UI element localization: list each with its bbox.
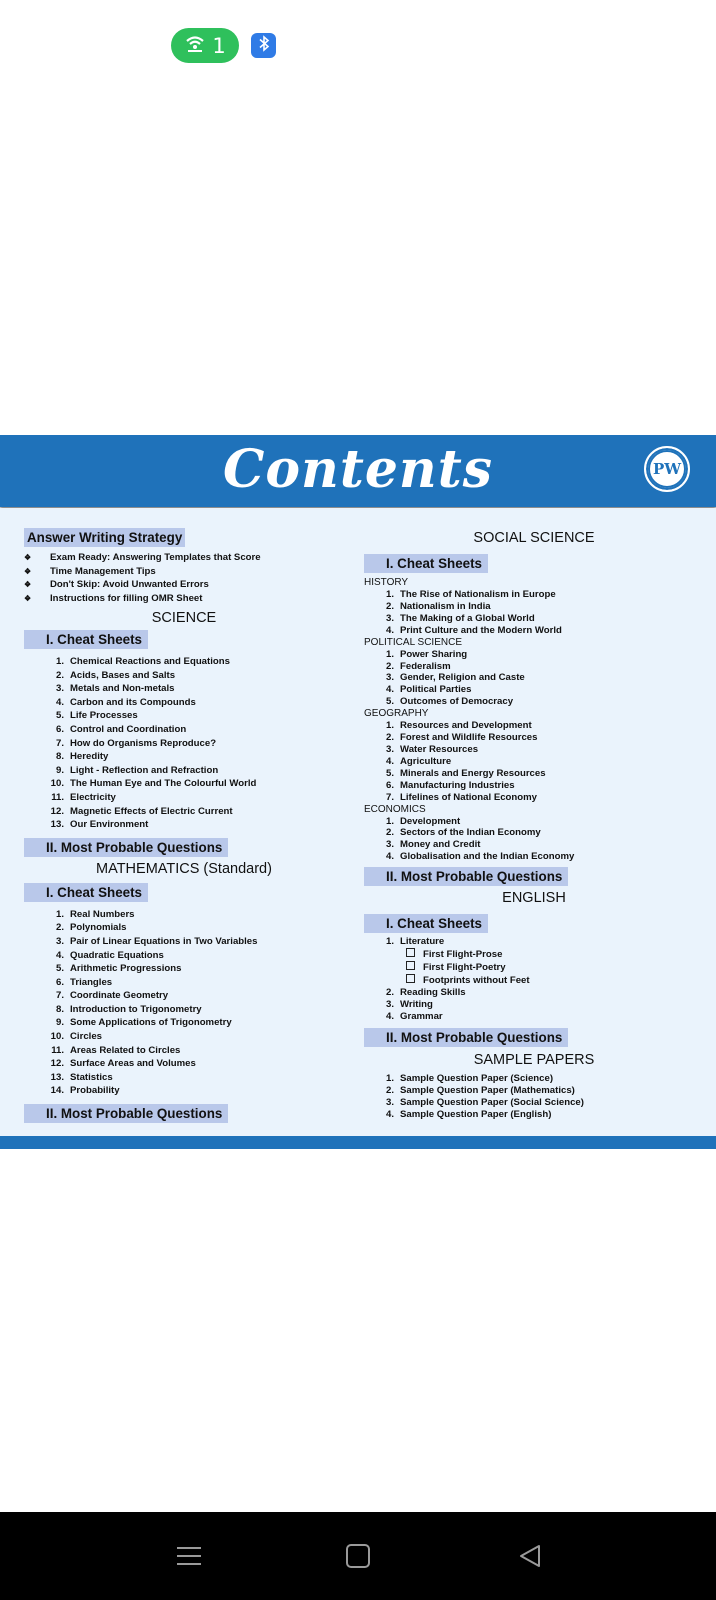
maths-chapter-list <box>24 908 344 1098</box>
pw-logo <box>644 446 690 492</box>
list-item: 4. Print Culture and the Modern World <box>385 624 562 636</box>
list-item: 3. Gender, Religion and Caste <box>385 672 525 684</box>
list-item: 2. Forest and Wildlife Resources <box>385 732 538 744</box>
list-item: 2. Federalism <box>385 660 451 672</box>
maths-mpq-heading: II. Most Probable Questions <box>24 1104 228 1123</box>
social-mpq-heading: II. Most Probable Questions <box>364 867 568 886</box>
left-column <box>24 528 344 1123</box>
list-item: ❖ Don't Skip: Avoid Unwanted Errors <box>24 578 344 592</box>
english-title: ENGLISH <box>502 890 566 907</box>
page-title: Contents <box>222 439 494 500</box>
navigation-bar <box>0 1512 716 1600</box>
social-cheat-heading: I. Cheat Sheets <box>364 554 488 573</box>
list-item: 13. Our Environment <box>50 819 149 831</box>
logo-text: PW <box>648 450 686 488</box>
list-item: ❖ Time Management Tips <box>24 565 344 579</box>
home-icon <box>345 1543 371 1569</box>
sample-papers-list <box>364 1073 704 1121</box>
list-item: 4. Carbon and its Compounds <box>55 696 196 708</box>
list-item: 9. Some Applications of Trigonometry <box>55 1017 232 1029</box>
social-title: SOCIAL SCIENCE <box>473 530 595 546</box>
science-cheat-heading: I. Cheat Sheets <box>24 630 148 649</box>
list-item: 1. Real Numbers <box>55 908 135 920</box>
back-button[interactable] <box>506 1532 554 1580</box>
list-item: 3. The Making of a Global World <box>385 612 535 624</box>
list-item: 2. Sample Question Paper (Mathematics) <box>385 1085 575 1097</box>
list-item: 4. Quadratic Equations <box>55 949 164 961</box>
bluetooth-indicator[interactable] <box>251 33 276 58</box>
list-item: 3. Water Resources <box>385 743 479 755</box>
panel-bottom-bar <box>0 1136 716 1149</box>
list-item: 12. Surface Areas and Volumes <box>50 1058 196 1070</box>
answer-strategy-heading: Answer Writing Strategy <box>24 528 185 547</box>
list-item: 6. Control and Coordination <box>55 723 187 735</box>
science-chapter-list <box>24 655 344 832</box>
sample-papers-title: SAMPLE PAPERS <box>473 1052 595 1069</box>
list-item: 5. Minerals and Energy Resources <box>385 767 546 779</box>
list-item: ❖ Exam Ready: Answering Templates that Score <box>24 551 344 565</box>
list-item: 1. Sample Question Paper (Science) <box>385 1073 554 1085</box>
list-item: 2. Nationalism in India <box>385 600 491 612</box>
list-item: 14. Probability <box>50 1085 120 1097</box>
maths-cheat-heading: I. Cheat Sheets <box>24 883 148 902</box>
list-item: 2. Reading Skills <box>385 986 466 998</box>
list-item: 9. Light - Reflection and Refraction <box>55 764 219 776</box>
list-item: 10. The Human Eye and The Colourful World <box>50 778 257 790</box>
list-item: 3. Pair of Linear Equations in Two Variables <box>55 935 258 947</box>
list-item: 11. Electricity <box>51 791 116 803</box>
list-item: 11. Areas Related to Circles <box>51 1044 181 1056</box>
list-item: 4. Sample Question Paper (English) <box>385 1109 552 1121</box>
list-item: 2. Sectors of the Indian Economy <box>385 827 541 839</box>
list-item: 10. Circles <box>50 1031 102 1043</box>
list-item: ❖ Instructions for filling OMR Sheet <box>24 592 344 606</box>
science-title: SCIENCE <box>151 610 217 626</box>
strategy-list <box>24 551 344 605</box>
checkbox-icon <box>406 961 415 970</box>
checkbox-icon <box>406 974 415 983</box>
list-item: 13. Statistics <box>50 1071 113 1083</box>
list-item: 4. Agriculture <box>385 755 452 767</box>
bluetooth-icon <box>258 35 270 57</box>
list-item: 4. Political Parties <box>385 684 472 696</box>
list-item: 1. Chemical Reactions and Equations <box>55 656 230 667</box>
list-item: 2. Polynomials <box>55 922 127 934</box>
list-item: 4. Globalisation and the Indian Economy <box>385 851 575 863</box>
list-item: 5. Outcomes of Democracy <box>385 696 514 708</box>
social-topic-list <box>364 577 704 863</box>
list-item: 7. Lifelines of National Economy <box>385 791 537 803</box>
list-item: 8. Heredity <box>55 751 109 763</box>
english-mpq-heading: II. Most Probable Questions <box>364 1028 568 1047</box>
list-item: 3. Sample Question Paper (Social Science) <box>385 1097 584 1109</box>
list-item: 12. Magnetic Effects of Electric Current <box>50 805 233 817</box>
list-item: 1. The Rise of Nationalism in Europe <box>385 589 556 600</box>
list-item: 6. Triangles <box>55 976 113 988</box>
list-item: 7. Coordinate Geometry <box>55 990 169 1002</box>
home-button[interactable] <box>334 1532 382 1580</box>
subject-label: ECONOMICS <box>364 803 426 815</box>
subject-label: HISTORY <box>364 577 409 588</box>
list-item: 3. Writing <box>385 998 433 1010</box>
wifi-hotspot-icon <box>184 33 206 58</box>
list-item: 2. Acids, Bases and Salts <box>55 669 176 681</box>
list-item: 3. Metals and Non-metals <box>55 683 175 695</box>
list-item: First Flight-Poetry <box>364 961 704 974</box>
subject-label: GEOGRAPHY <box>364 708 429 720</box>
english-topic-list <box>364 936 704 1022</box>
back-icon <box>517 1543 543 1569</box>
list-item: 4. Grammar <box>385 1010 443 1022</box>
list-item: 1. Power Sharing <box>385 648 468 660</box>
list-item: 3. Money and Credit <box>385 839 481 851</box>
list-item: 5. Life Processes <box>55 710 138 722</box>
list-item: 1. Literature <box>385 936 445 948</box>
list-item: 1. Resources and Development <box>385 720 532 732</box>
hotspot-indicator[interactable] <box>171 28 239 63</box>
english-cheat-heading: I. Cheat Sheets <box>364 914 488 933</box>
science-mpq-heading: II. Most Probable Questions <box>24 838 228 857</box>
menu-button[interactable] <box>165 1532 213 1580</box>
list-item: 5. Arithmetic Progressions <box>55 963 182 975</box>
menu-icon <box>176 1544 202 1568</box>
list-item: 6. Manufacturing Industries <box>385 779 515 791</box>
right-column <box>364 528 704 1121</box>
maths-title: MATHEMATICS (Standard) <box>96 860 272 877</box>
list-item: Footprints without Feet <box>364 974 704 987</box>
hotspot-count: 1 <box>212 33 226 58</box>
list-item: First Flight-Prose <box>364 948 704 961</box>
list-item: 8. Introduction to Trigonometry <box>55 1003 202 1015</box>
list-item: 1. Development <box>385 815 461 827</box>
subject-label: POLITICAL SCIENCE <box>364 636 462 648</box>
checkbox-icon <box>406 948 415 957</box>
list-item: 7. How do Organisms Reproduce? <box>55 737 217 749</box>
contents-banner <box>0 435 716 507</box>
